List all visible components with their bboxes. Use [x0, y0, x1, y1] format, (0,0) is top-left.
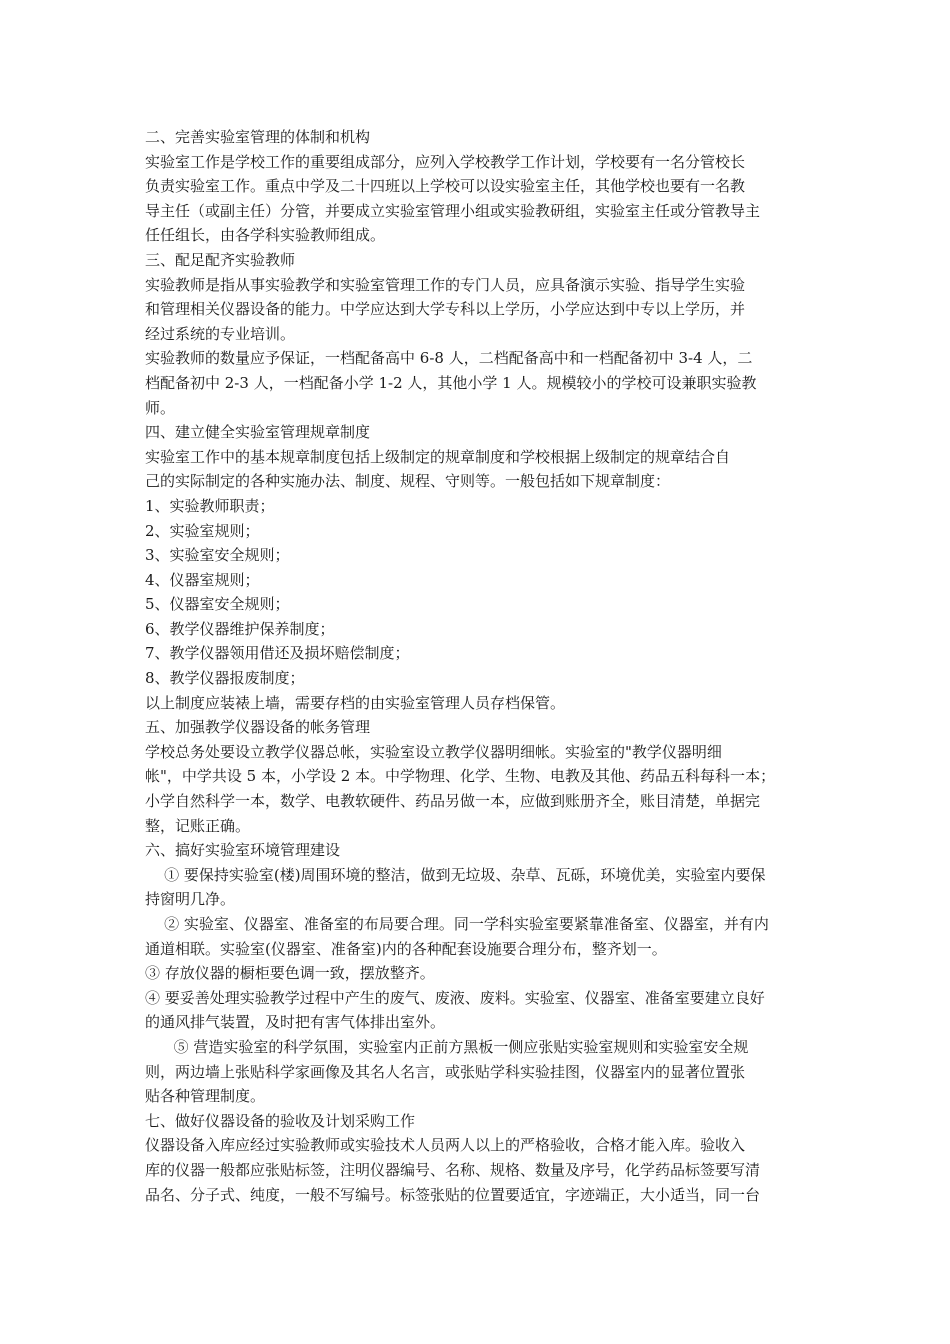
- paragraph-line: 师。: [145, 398, 176, 417]
- paragraph-line: 品名、分子式、纯度，一般不写编号。标签张贴的位置要适宜，字迹端正，大小适当，同一台: [145, 1185, 761, 1204]
- paragraph-line: ⑤ 营造实验室的科学氛围，实验室内正前方黑板一侧应张贴实验室规则和实验室安全规: [145, 1037, 749, 1056]
- list-item: 1、实验教师职责；: [145, 496, 275, 515]
- paragraph-line: ① 要保持实验室(楼)周围环境的整洁，做到无垃圾、杂草、瓦砾，环境优美，实验室内要保: [145, 865, 766, 884]
- paragraph-line: 负责实验室工作。重点中学及二十四班以上学校可以设实验室主任，其他学校也要有一名教: [145, 177, 746, 196]
- paragraph-line: 实验室工作是学校工作的重要组成部分，应列入学校教学工作计划，学校要有一名分管校长: [145, 152, 746, 171]
- list-item: 2、实验室规则；: [145, 521, 260, 540]
- paragraph-line: 实验教师的数量应予保证，一档配备高中 6-8 人，二档配备高中和一档配备初中 3-4 人，二: [145, 349, 753, 368]
- paragraph-line: 导主任（或副主任）分管，并要成立实验室管理小组或实验教研组，实验室主任或分管教导主: [145, 201, 761, 220]
- paragraph-line: 库的仪器一般都应张贴标签，注明仪器编号、名称、规格、数量及序号，化学药品标签要写清: [145, 1160, 761, 1179]
- paragraph-line: 帐"，中学共设 5 本，小学设 2 本。中学物理、化学、生物、电教及其他、药品五科每科一本；: [145, 767, 776, 786]
- section-heading: 二、完善实验室管理的体制和机构: [145, 128, 371, 146]
- paragraph-line: 持窗明几净。: [145, 890, 236, 909]
- section-heading: 七、做好仪器设备的验收及计划采购工作: [145, 1111, 416, 1130]
- paragraph-line: 经过系统的专业培训。: [145, 324, 296, 343]
- paragraph-line: 小学自然科学一本，数学、电教软硬件、药品另做一本，应做到账册齐全，账目清楚，单据完: [145, 792, 761, 811]
- paragraph-line: 贴各种管理制度。: [145, 1087, 266, 1106]
- list-item: 3、实验室安全规则；: [145, 546, 290, 565]
- paragraph-line: 学校总务处要设立教学仪器总帐，实验室设立教学仪器明细帐。实验室的"教学仪器明细: [145, 742, 722, 761]
- section-heading: 五、加强教学仪器设备的帐务管理: [145, 718, 371, 737]
- paragraph-line: ④ 要妥善处理实验教学过程中产生的废气、废液、废料。实验室、仪器室、准备室要建立良好: [145, 988, 765, 1007]
- paragraph-line: 以上制度应装裱上墙，需要存档的由实验室管理人员存档保管。: [145, 693, 566, 712]
- paragraph-line: 通道相联。实验室(仪器室、准备室)内的各种配套设施要合理分布，整齐划一。: [145, 939, 667, 958]
- list-item: 4、仪器室规则；: [145, 570, 260, 589]
- list-item: 6、教学仪器维护保养制度；: [145, 619, 335, 638]
- document-page: [145, 125, 810, 1207]
- paragraph-line: 档配备初中 2-3 人，一档配备小学 1-2 人，其他小学 1 人。规模较小的学校可设兼职实验教: [145, 373, 757, 392]
- section-heading: 四、建立健全实验室管理规章制度: [145, 423, 371, 442]
- paragraph-line: 仪器设备入库应经过实验教师或实验技术人员两人以上的严格验收，合格才能入库。验收入: [145, 1136, 746, 1155]
- paragraph-line: 的通风排气装置，及时把有害气体排出室外。: [145, 1013, 446, 1032]
- list-item: 5、仪器室安全规则；: [145, 595, 290, 614]
- section-heading: 三、配足配齐实验教师: [145, 250, 296, 269]
- paragraph-line: 则，两边墙上张贴科学家画像及其名人名言，或张贴学科实验挂图，仪器室内的显著位置张: [145, 1062, 746, 1081]
- list-item: 7、教学仪器领用借还及损坏赔偿制度；: [145, 644, 410, 663]
- paragraph-line: 实验教师是指从事实验教学和实验室管理工作的专门人员，应具备演示实验、指导学生实验: [145, 275, 746, 294]
- paragraph-line: 整，记账正确。: [145, 816, 251, 835]
- paragraph-line: 己的实际制定的各种实施办法、制度、规程、守则等。一般包括如下规章制度：: [145, 472, 671, 491]
- section-heading: 六、搞好实验室环境管理建设: [145, 841, 341, 860]
- paragraph-line: ③ 存放仪器的橱柜要色调一致，摆放整齐。: [145, 964, 435, 983]
- paragraph-line: ② 实验室、仪器室、准备室的布局要合理。同一学科实验室要紧靠准备室、仪器室，并有内: [145, 915, 769, 933]
- paragraph-line: 任任组长，由各学科实验教师组成。: [145, 226, 386, 245]
- list-item: 8、教学仪器报废制度；: [145, 669, 305, 688]
- paragraph-line: 和管理相关仪器设备的能力。中学应达到大学专科以上学历，小学应达到中专以上学历，并: [145, 300, 746, 319]
- paragraph-line: 实验室工作中的基本规章制度包括上级制定的规章制度和学校根据上级制定的规章结合自: [145, 447, 731, 466]
